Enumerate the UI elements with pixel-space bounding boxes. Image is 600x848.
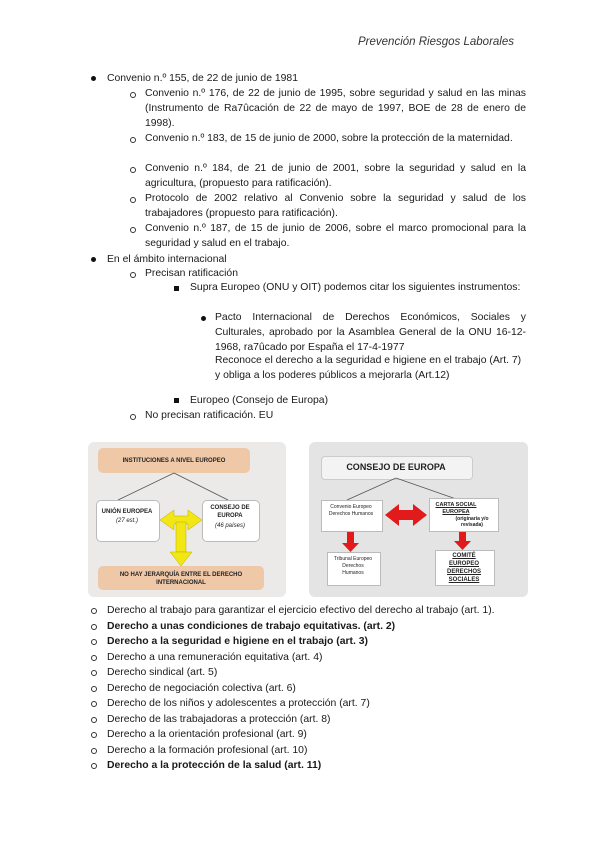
bullet-circle bbox=[91, 701, 97, 707]
bullet-circle bbox=[91, 763, 97, 769]
charter-sublabel: (originaria y/o revisada) bbox=[455, 516, 489, 528]
bullet-circle bbox=[130, 92, 136, 98]
charter-label: CARTA SOCIAL EUROPEA bbox=[435, 502, 477, 515]
list-item: Convenio n.º 155, de 22 de junio de 1981 bbox=[107, 73, 298, 84]
bullet-circle bbox=[91, 717, 97, 723]
committee-label: COMITÉ EUROPEO DERECHOS SOCIALES bbox=[446, 553, 481, 583]
right-item: Derecho a la formación profesional (art. 10) bbox=[107, 744, 308, 756]
list-item: Supra Europeo (ONU y OIT) podemos citar los siguientes instrumentos: bbox=[190, 282, 521, 293]
bullet-circle bbox=[130, 167, 136, 173]
list-item: No precisan ratificación. EU bbox=[145, 410, 274, 421]
list-item: Europeo (Consejo de Europa) bbox=[190, 395, 329, 406]
right-item: Derecho a la orientación profesional (art. 9) bbox=[107, 729, 307, 740]
bullet-circle bbox=[130, 137, 136, 143]
bullet-circle bbox=[91, 732, 97, 738]
bullet-square bbox=[174, 286, 179, 291]
institutions-diagram bbox=[88, 442, 286, 597]
right-item: Derecho de las trabajadoras a protección (art. 8) bbox=[107, 713, 331, 725]
ce-sublabel: (46 países) bbox=[214, 523, 245, 529]
list-item: Convenio n.º 183, de 15 de junio de 2000, sobre la protección de la maternidad. bbox=[145, 133, 513, 144]
tribunal-label: Tribunal Europeo Derechos Humanos bbox=[333, 556, 373, 576]
list-item: En el ámbito internacional bbox=[107, 254, 227, 265]
bullet-circle bbox=[130, 197, 136, 203]
bullet-dot bbox=[91, 257, 96, 262]
list-item: Protocolo de 2002 relativo al Convenio sobre la seguridad y salud de los trabajadores (propuesto para ratificación). bbox=[145, 193, 526, 220]
bullet-circle bbox=[91, 639, 97, 645]
convention-label: Convenio Europeo Derechos Humanos bbox=[328, 504, 374, 517]
right-item: Derecho de negociación colectiva (art. 6) bbox=[107, 682, 296, 694]
bullet-circle bbox=[91, 670, 97, 676]
bullet-circle bbox=[130, 272, 136, 278]
bullet-square bbox=[174, 398, 179, 403]
right-item: Derecho a la seguridad e higiene en el trabajo (art. 3) bbox=[107, 636, 368, 647]
bullet-circle bbox=[91, 748, 97, 754]
eu-sublabel: (27 est.) bbox=[115, 518, 138, 524]
list-item-note: Reconoce el derecho a la seguridad e higiene en el trabajo (Art. 7) y obliga a los poderes públicos a mejorarla (Art.12) bbox=[215, 355, 522, 382]
bullet-circle bbox=[130, 227, 136, 233]
bullet-circle bbox=[91, 608, 97, 614]
right-item: Derecho sindical (art. 5) bbox=[107, 667, 218, 678]
list-item: Precisan ratificación bbox=[145, 268, 238, 279]
right-item: Derecho a unas condiciones de trabajo equitativas. (art. 2) bbox=[107, 620, 396, 632]
council-title: CONSEJO DE EUROPA bbox=[346, 462, 446, 472]
list-item: Convenio n.º 184, de 21 de junio de 2001, sobre la seguridad y salud en la agricultura, (propuesto para ratificación). bbox=[145, 163, 526, 190]
list-item: Convenio n.º 176, de 22 de junio de 1995, sobre seguridad y salud en las minas (Instrumento de Ra7ûcación de 22 de mayo de 1997, BOE de 28 de enero de 1998). bbox=[145, 88, 526, 130]
right-item: Derecho de los niños y adolescentes a protección (art. 7) bbox=[107, 698, 370, 709]
bullet-circle bbox=[91, 686, 97, 692]
eu-label: UNIÓN EUROPEA bbox=[101, 509, 153, 515]
list-item: Pacto Internacional de Derechos Económicos, Sociales y Culturales, aprobado por la Asamblea General de la ONU 16-12-1968, ra7ûcado por España el 17-4-1977 bbox=[215, 312, 526, 354]
page-header: Prevención Riesgos Laborales bbox=[358, 36, 514, 48]
bullet-circle bbox=[130, 414, 136, 420]
hierarchy-label: NO HAY JERARQUÍA ENTRE EL DERECHO INTERNACIONAL bbox=[119, 572, 243, 586]
bullet-dot bbox=[91, 76, 96, 81]
ce-label: CONSEJO DE EUROPA bbox=[210, 505, 250, 519]
right-item: Derecho a la protección de la salud (art. 11) bbox=[107, 760, 322, 771]
list-item: Convenio n.º 187, de 15 de junio de 2006, sobre el marco promocional para la seguridad y salud en el trabajo. bbox=[145, 223, 526, 250]
bullet-dot bbox=[201, 316, 206, 321]
council-europe-diagram bbox=[309, 442, 528, 597]
institutions-title: INSTITUCIONES A NIVEL EUROPEO bbox=[122, 458, 226, 464]
right-item: Derecho al trabajo para garantizar el ejercicio efectivo del derecho al trabajo (art. 1). bbox=[107, 605, 495, 616]
bullet-circle bbox=[91, 624, 97, 630]
bullet-circle bbox=[91, 655, 97, 661]
right-item: Derecho a una remuneración equitativa (art. 4) bbox=[107, 651, 323, 663]
